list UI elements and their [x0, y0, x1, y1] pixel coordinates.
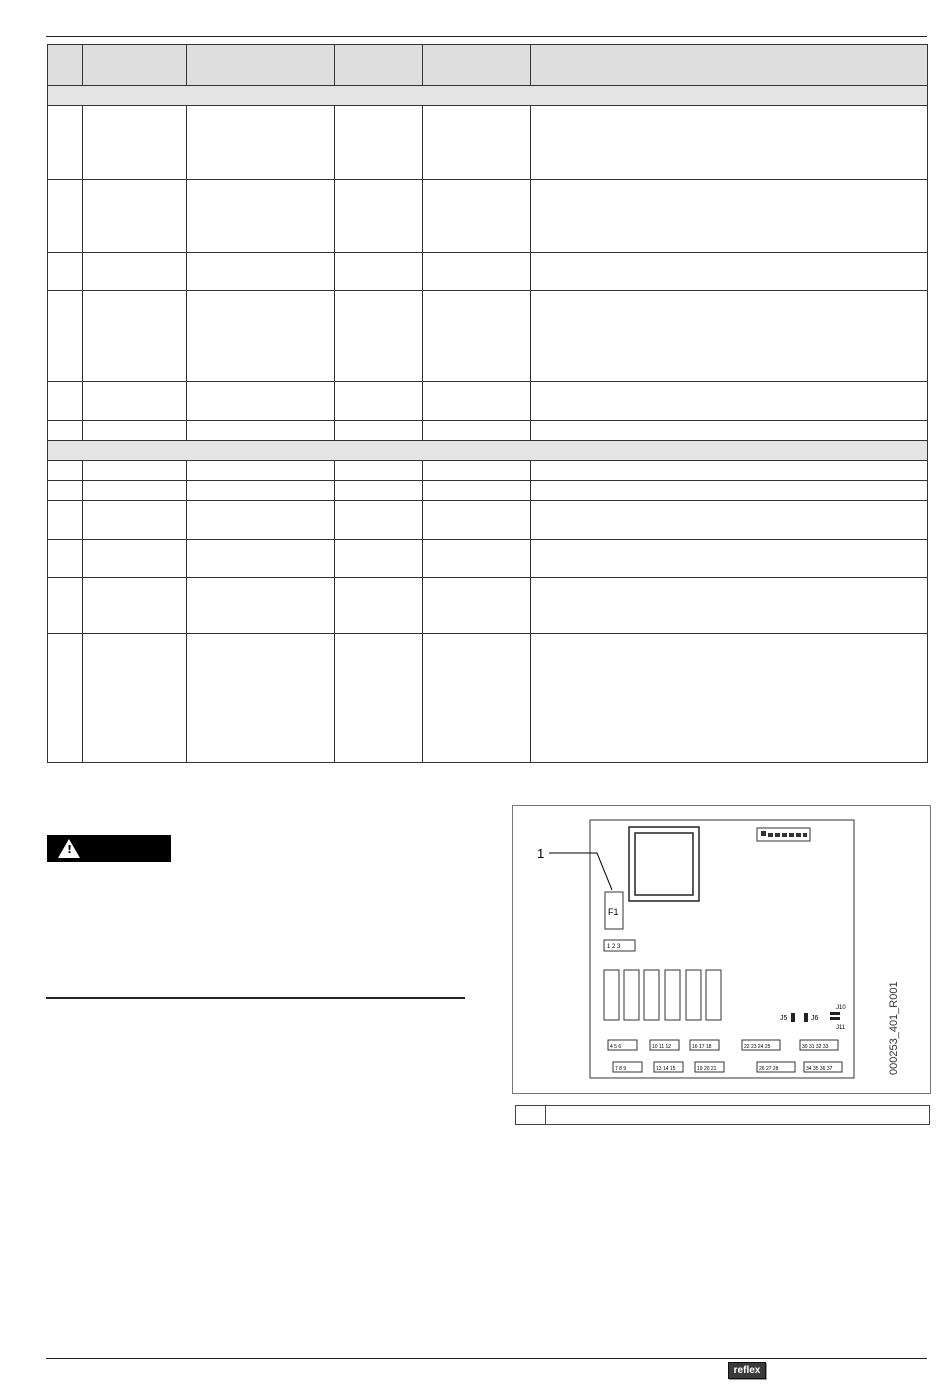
footer-rule — [46, 1358, 927, 1359]
jumper-label: J10 — [836, 1005, 846, 1011]
table-cell — [423, 461, 531, 481]
table-row — [48, 501, 928, 540]
table-cell — [531, 540, 928, 578]
table-header-cell — [83, 45, 187, 86]
relay — [686, 970, 701, 1020]
table-cell — [335, 501, 423, 540]
dip-switch-toggle — [796, 833, 801, 837]
relay — [706, 970, 721, 1020]
table-cell — [48, 253, 83, 291]
table-cell — [48, 578, 83, 634]
table-cell — [187, 461, 335, 481]
table-cell — [423, 501, 531, 540]
table-row — [48, 253, 928, 291]
spec-table — [47, 44, 928, 763]
terminal-label: 22 23 24 25 — [744, 1044, 771, 1050]
table-cell — [83, 578, 187, 634]
dip-switch-toggle — [761, 831, 766, 836]
table-cell — [48, 501, 83, 540]
table-cell — [531, 461, 928, 481]
table-cell — [48, 180, 83, 253]
table-cell — [187, 253, 335, 291]
table-cell — [83, 291, 187, 382]
table-cell — [531, 481, 928, 501]
table-cell — [83, 540, 187, 578]
table-cell — [335, 180, 423, 253]
terminal-label: 30 31 32 33 — [802, 1044, 829, 1050]
figure-id: 000253_401_R001 — [888, 981, 900, 1075]
table-cell — [423, 540, 531, 578]
table-cell — [335, 540, 423, 578]
table-cell — [83, 253, 187, 291]
table-cell — [48, 291, 83, 382]
table-cell — [48, 634, 83, 763]
jumper-label: J5 — [780, 1015, 788, 1022]
table-cell — [423, 481, 531, 501]
table-cell — [531, 634, 928, 763]
table-cell — [187, 634, 335, 763]
table-header-cell — [531, 45, 928, 86]
jumper-j10 — [830, 1012, 840, 1015]
table-cell — [48, 461, 83, 481]
table-cell — [335, 461, 423, 481]
fuse-label: F1 — [608, 907, 619, 917]
table-cell — [335, 578, 423, 634]
table-cell — [48, 421, 83, 441]
table-cell — [187, 291, 335, 382]
table-header-row — [48, 45, 928, 86]
dip-switch-toggle — [775, 833, 780, 837]
table-cell — [423, 382, 531, 421]
relay — [624, 970, 639, 1020]
table-cell — [531, 578, 928, 634]
table-row — [48, 421, 928, 441]
table-cell — [48, 106, 83, 180]
jumper-j5 — [791, 1013, 795, 1022]
jumper-label: J6 — [811, 1015, 819, 1022]
table-cell — [83, 382, 187, 421]
terminal-label: 7 8 9 — [615, 1066, 627, 1072]
terminal-label: 19 20 21 — [697, 1066, 717, 1072]
table-row — [48, 106, 928, 180]
relay — [604, 970, 619, 1020]
jumper-j6 — [804, 1013, 808, 1022]
section-label — [48, 441, 928, 461]
table-row — [48, 481, 928, 501]
table-cell — [423, 106, 531, 180]
relay — [665, 970, 680, 1020]
reflex-logo — [728, 1362, 766, 1379]
section-label — [48, 86, 928, 106]
warning-banner — [47, 835, 171, 862]
jumper-label: J11 — [836, 1025, 846, 1031]
legend-number — [516, 1106, 546, 1124]
terminal-label: 1 2 3 — [607, 944, 621, 950]
table-row — [48, 634, 928, 763]
terminal-label: 13 14 15 — [656, 1066, 676, 1072]
table-header-cell — [187, 45, 335, 86]
table-cell — [531, 106, 928, 180]
circuit-board-diagram — [513, 806, 930, 1093]
table-cell — [48, 540, 83, 578]
dip-switch-toggle — [782, 833, 787, 837]
table-cell — [83, 461, 187, 481]
table-cell — [423, 291, 531, 382]
table-cell — [187, 106, 335, 180]
dip-switch-toggle — [803, 833, 807, 837]
dip-switch-toggle — [768, 833, 773, 837]
terminal-label: 26 27 28 — [759, 1066, 779, 1072]
table-cell — [83, 501, 187, 540]
circuit-board-figure — [512, 805, 931, 1094]
table-row — [48, 382, 928, 421]
table-cell — [335, 291, 423, 382]
header-rule — [46, 36, 927, 37]
table-cell — [187, 540, 335, 578]
table-cell — [423, 421, 531, 441]
table-cell — [335, 634, 423, 763]
table-cell — [335, 421, 423, 441]
table-cell — [83, 421, 187, 441]
table-cell — [531, 180, 928, 253]
table-cell — [335, 253, 423, 291]
transformer-inner — [635, 833, 693, 895]
table-cell — [48, 382, 83, 421]
table-cell — [83, 106, 187, 180]
table-header-cell — [423, 45, 531, 86]
table-cell — [335, 481, 423, 501]
table-cell — [187, 578, 335, 634]
table-cell — [335, 382, 423, 421]
table-cell — [187, 180, 335, 253]
section-divider — [46, 997, 465, 999]
table-cell — [187, 421, 335, 441]
terminal-label: 10 11 12 — [652, 1044, 672, 1050]
table-row — [48, 291, 928, 382]
table-row — [48, 540, 928, 578]
terminal-label: 16 17 18 — [692, 1044, 712, 1050]
table-cell — [531, 253, 928, 291]
relay — [644, 970, 659, 1020]
table-row — [48, 461, 928, 481]
table-cell — [83, 634, 187, 763]
terminal-label: 34 35 36 37 — [806, 1066, 833, 1072]
table-cell — [531, 291, 928, 382]
table-cell — [187, 481, 335, 501]
table-section-row — [48, 441, 928, 461]
table-cell — [83, 180, 187, 253]
table-cell — [531, 421, 928, 441]
table-header-cell — [335, 45, 423, 86]
dip-switch-toggle — [789, 833, 794, 837]
table-cell — [48, 481, 83, 501]
terminal-label: 4 5 6 — [610, 1044, 622, 1050]
figure-legend — [515, 1105, 930, 1125]
table-row — [48, 180, 928, 253]
table-cell — [335, 106, 423, 180]
table-cell — [423, 578, 531, 634]
table-cell — [423, 253, 531, 291]
warning-exclamation: ! — [67, 843, 73, 856]
table-header-cell — [48, 45, 83, 86]
logo-text: reflex — [733, 1365, 761, 1376]
table-cell — [531, 501, 928, 540]
table-cell — [531, 382, 928, 421]
table-row — [48, 578, 928, 634]
table-cell — [423, 634, 531, 763]
callout-number: 1 — [537, 846, 545, 861]
table-cell — [423, 180, 531, 253]
jumper-j11 — [830, 1017, 840, 1020]
table-cell — [187, 382, 335, 421]
table-section-row — [48, 86, 928, 106]
table-cell — [83, 481, 187, 501]
table-cell — [187, 501, 335, 540]
